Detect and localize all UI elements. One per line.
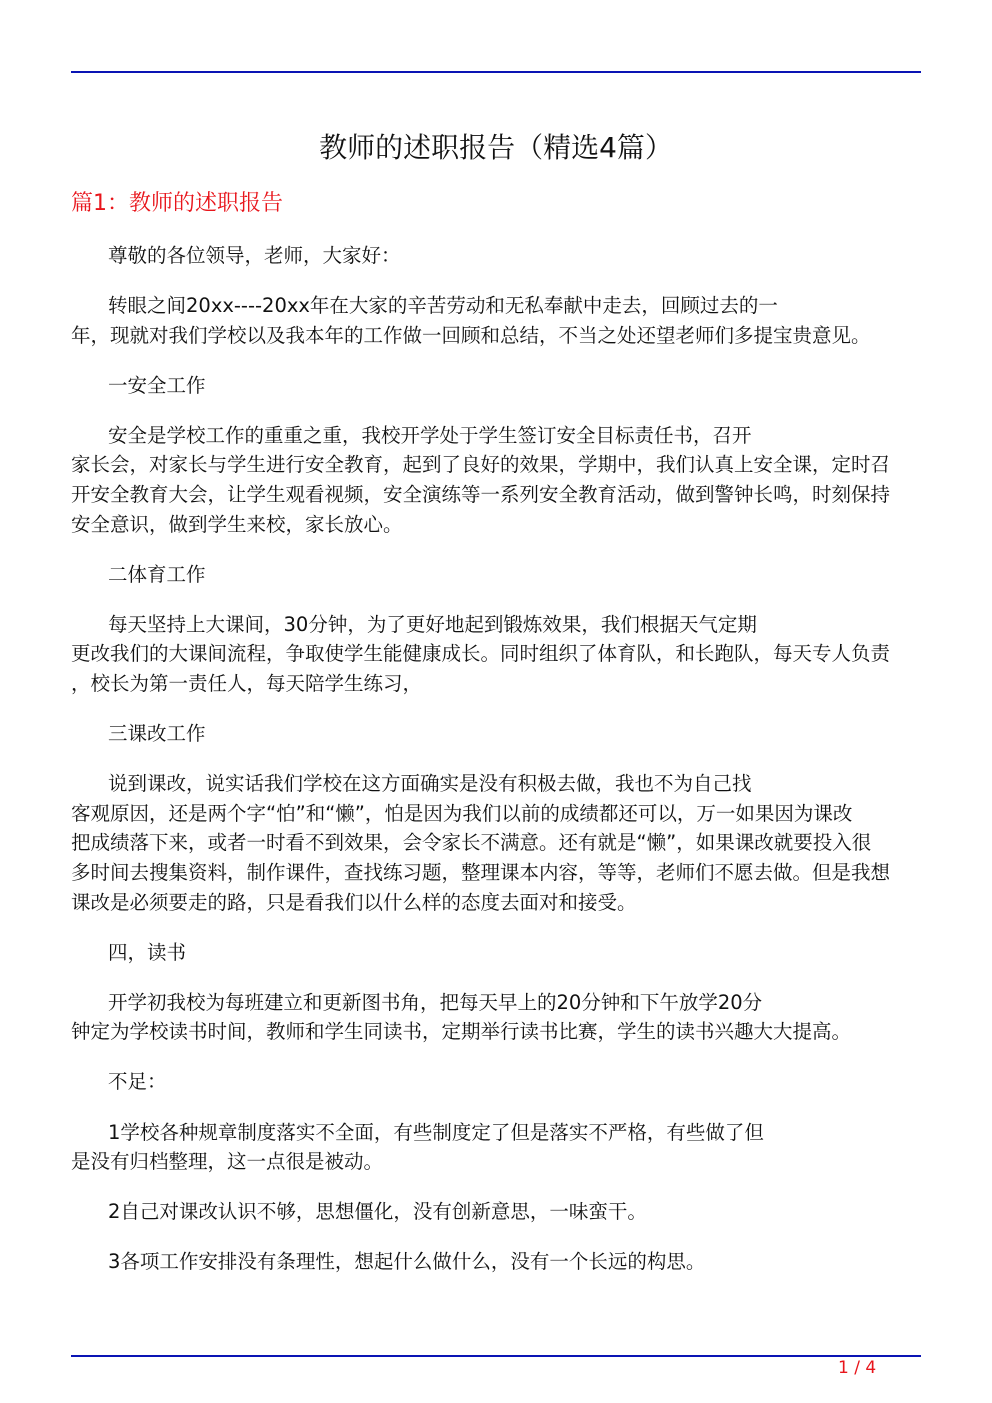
paragraph (71, 1197, 921, 1227)
paragraph-line: 是没有归档整理，这一点很是被动。 (71, 1150, 384, 1174)
paragraph (71, 371, 921, 401)
paragraph-line: 不足： (108, 1070, 167, 1094)
paragraph-line: 四，读书 (108, 940, 187, 964)
paragraph (71, 421, 921, 539)
paragraph-line: 转眼之间20xx----20xx年在大家的辛苦劳动和无私奉献中走去，回顾过去的一 (108, 294, 778, 318)
paragraph-line: 开安全教育大会，让学生观看视频，安全演练等一系列安全教育活动，做到警钟长鸣，时刻保持 (71, 483, 891, 507)
paragraph (71, 988, 921, 1047)
paragraph-line: 2自己对课改认识不够，思想僵化，没有创新意思，一味蛮干。 (108, 1200, 647, 1224)
paragraph-line: 年，现就对我们学校以及我本年的工作做一回顾和总结，不当之处还望老师们多提宝贵意见。 (71, 323, 871, 347)
paragraph-line: 更改我们的大课间流程，争取使学生能健康成长。同时组织了体育队，和长跑队，每天专人负责 (71, 642, 891, 666)
paragraph-line: 家长会，对家长与学生进行安全教育，起到了良好的效果，学期中，我们认真上安全课，定时召 (71, 453, 891, 477)
paragraph (71, 1118, 921, 1177)
paragraph-line: 一安全工作 (108, 373, 206, 397)
document-body (71, 241, 921, 1297)
paragraph-line: 课改是必须要走的路，只是看我们以什么样的态度去面对和接受。 (71, 890, 637, 914)
paragraph-line: 钟定为学校读书时间，教师和学生同读书，定期举行读书比赛，学生的读书兴趣大大提高。 (71, 1020, 852, 1044)
paragraph-line: 安全意识，做到学生来校，家长放心。 (71, 512, 403, 536)
paragraph (71, 560, 921, 590)
paragraph-line: 每天坚持上大课间，30分钟，为了更好地起到锻炼效果，我们根据天气定期 (108, 612, 757, 636)
paragraph (71, 719, 921, 749)
paragraph-line: 1学校各种规章制度落实不全面，有些制度定了但是落实不严格，有些做了但 (108, 1120, 764, 1144)
footer-rule (71, 1355, 921, 1357)
paragraph-line: 二体育工作 (108, 562, 206, 586)
page-number: 1 / 4 (838, 1358, 877, 1378)
document-title: 教师的述职报告（精选4篇） (319, 131, 673, 164)
paragraph (71, 1247, 921, 1277)
paragraph (71, 241, 921, 271)
paragraph (71, 291, 921, 350)
header-rule (71, 71, 921, 73)
paragraph-line: 三课改工作 (108, 722, 206, 746)
paragraph-line: 说到课改，说实话我们学校在这方面确实是没有积极去做，我也不为自己找 (108, 772, 752, 796)
section-heading: 篇1：教师的述职报告 (71, 191, 283, 216)
paragraph-line: 安全是学校工作的重重之重，我校开学处于学生签订安全目标责任书，召开 (108, 423, 752, 447)
paragraph-line: ，校长为第一责任人，每天陪学生练习， (71, 672, 423, 696)
paragraph-line: 多时间去搜集资料，制作课件，查找练习题，整理课本内容，等等，老师们不愿去做。但是我想 (71, 861, 891, 884)
paragraph (71, 1067, 921, 1097)
paragraph-line: 开学初我校为每班建立和更新图书角，把每天早上的20分钟和下午放学20分 (108, 990, 763, 1014)
paragraph-line: 3各项工作安排没有条理性，想起什么做什么，没有一个长远的构思。 (108, 1250, 706, 1274)
paragraph-line: 客观原因，还是两个字“怕”和“懒”，怕是因为我们以前的成绩都还可以，万一如果因为课改 (71, 801, 853, 825)
paragraph-line: 把成绩落下来，或者一时看不到效果，会令家长不满意。还有就是“懒”，如果课改就要投入很 (71, 831, 872, 855)
paragraph (71, 769, 921, 917)
paragraph (71, 610, 921, 699)
paragraph (71, 938, 921, 968)
paragraph-line: 尊敬的各位领导，老师，大家好： (108, 244, 401, 267)
